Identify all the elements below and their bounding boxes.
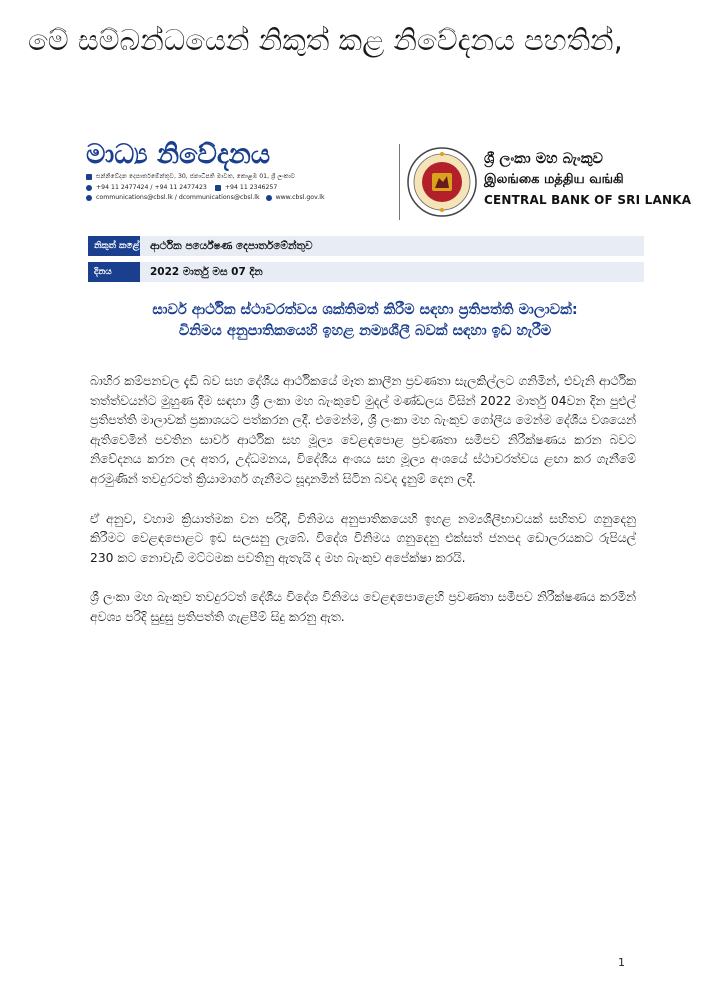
bank-name-tamil: இலங்கை மத்திய வங்கி (484, 172, 624, 187)
issued-by-value: ආර්ථික පර්යේෂණ දෙපාර්තමේන්තුව (140, 236, 644, 256)
envelope-icon (86, 174, 92, 180)
bank-name-sinhala: ශ්‍රී ලංකා මහ බැංකුව (484, 151, 603, 167)
issued-by-row (88, 235, 644, 257)
date-value: 2022 මාර්තු මස 07 දින (140, 262, 644, 282)
bank-name-english: CENTRAL BANK OF SRI LANKA (484, 193, 692, 207)
page-number: 1 (618, 956, 625, 969)
cbsl-seal-icon (406, 146, 478, 218)
web-text: www.cbsl.gov.lk (275, 194, 325, 201)
letterhead-left (86, 138, 386, 204)
paragraph-2: ඒ අනුව, වහාම ක්‍රියාත්මක වන පරිදි, විනිමය අනුපාතිකයෙහි ඉහළ නම්‍යශීලීභාවයක් සහිතව ගනුදෙනු කිරීමට වෙළඳපොළට ඉඩ සලසනු ලැබේ. විදේශ විනිමය ගනුදෙනු එක්සත් ජනපද ඩොලරයකට රුපියල් 230 කට නොවැඩි මට්ටමක පවතිනු ඇතැයි ද මහ බැංකුව අපේක්ෂා කරයි. (90, 511, 636, 565)
phone-line (86, 183, 386, 194)
headline-line-2: විනිමය අනුපාතිකයෙහි ඉහළ නම්‍යශීලී බවක් සඳහා ඉඩ හැරීම (178, 323, 552, 339)
body-text (90, 372, 636, 648)
media-release-title: මාධ්‍ය නිවේදනය (86, 139, 271, 170)
address-line (86, 172, 386, 183)
date-row (88, 261, 644, 283)
email-line (86, 193, 386, 204)
headline (90, 300, 640, 342)
globe-icon (266, 195, 272, 201)
letterhead (86, 138, 692, 218)
phone-icon (86, 185, 92, 191)
paragraph-1: බාහිර කම්පනවල දැඩි බව සහ දේශීය ආර්ථිකයේ මෑත කාලීන ප්‍රවණතා සැලකිල්ලට ගනිමින්, එවැනි ආර්ථික තත්ත්වයන්ට මුහුණ දීම සඳහා ශ්‍රී ලංකා මහ බැංකුවේ මුදල් මණ්ඩලය විසින් 2022 මාර්තු 04වන දින පුළුල් ප්‍රතිපත්ති මාලාවක් ප්‍රකාශයට පත්කරන ලදී. එමෙන්ම, ශ්‍රී ලංකා මහ බැංකුව ගෝලීය මෙන්ම දේශීය වශයෙන් ඇතිවෙමින් පවතින සාර්ව ආර්ථික සහ මූල්‍ය වෙළඳපොළ ප්‍රවණතා සමීපව නිරීක්ෂණය කරන බවට නිවේදනය කරන ලද අතර, උද්ධමනය, විදේශීය අංශය සහ මූල්‍ය අංශයේ ස්ථාවරත්වය ළඟා කර ගැනීමේ අරමුණින් තවදුරටත් ක්‍රියාමාර්ග ගැනීමට සූදානමින් සිටින බවද දැනුම් දෙන ලදී. (90, 374, 636, 486)
phone-text: +94 11 2477424 / +94 11 2477423 (96, 183, 207, 191)
header-divider (399, 144, 400, 220)
fax-text: +94 11 2346257 (224, 183, 278, 191)
email-text: communications@cbsl.lk / dcommunications@cbsl.lk (96, 194, 260, 201)
headline-line-1: සාර්ව ආර්ථික ස්ථාවරත්වය ශක්තිමත් කිරීම සඳහා ප්‍රතිපත්ති මාලාවක්: (152, 302, 578, 318)
address-text: සන්නිවේදන දෙපාර්තමේන්තුව, 30, ජනාධිපති මාවත, කොළඹ 01, ශ්‍රී ලංකාව (96, 173, 296, 180)
issued-by-label: නිකුත් කළේ (88, 236, 140, 256)
date-label: දිනය (88, 262, 140, 282)
bank-names (484, 148, 692, 210)
release-meta (88, 235, 644, 287)
email-icon (86, 195, 92, 201)
top-caption: මේ සම්බන්ධයෙන් නිකුත් කළ නිවේදනය පහතින්, (28, 23, 623, 57)
fax-icon (215, 185, 221, 191)
paragraph-3: ශ්‍රී ලංකා මහ බැංකුව තවදුරටත් දේශීය විදේශ විනිමය වෙළඳපොළෙහි ප්‍රවණතා සමීපව නිරීක්ෂණය කරමින් අවශ්‍ය පරිදි සුදුසු ප්‍රතිපත්ති ගැළපීම් සිදු කරනු ඇත. (90, 590, 636, 624)
